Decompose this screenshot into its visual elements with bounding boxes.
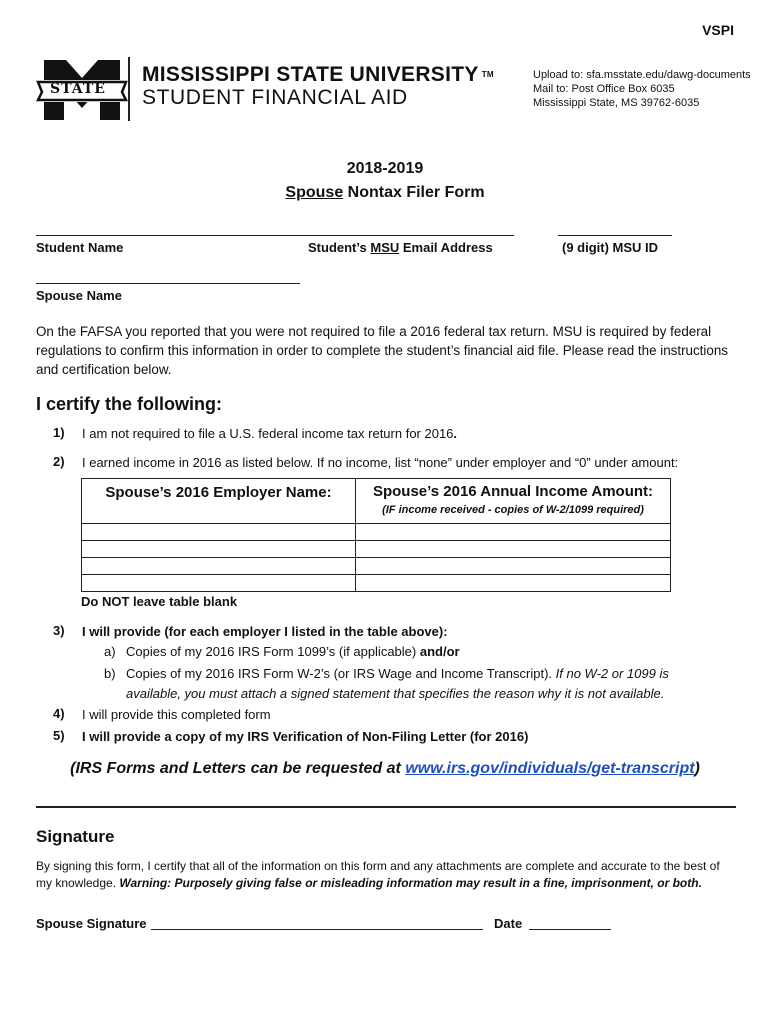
spouse-signature-label: Spouse Signature [36, 916, 147, 931]
employer-cell[interactable] [82, 541, 356, 558]
signature-heading: Signature [36, 827, 115, 846]
item-3b-italic-1: If no W-2 or 1099 is [555, 666, 669, 681]
income-cell[interactable] [356, 524, 671, 541]
table-row [82, 541, 671, 558]
table-row [82, 524, 671, 541]
item-3a-andor: and/or [419, 644, 460, 659]
university-text: MISSISSIPPI STATE UNIVERSITY [142, 63, 479, 86]
email-label-msu: MSU [370, 240, 400, 255]
item-3b-label: b) [104, 666, 116, 681]
employer-cell[interactable] [82, 575, 356, 592]
item-3b-italic-2: available, you must attach a signed statement that specifies the reason why it is not available. [126, 686, 665, 701]
date-line[interactable] [529, 929, 611, 930]
item-3a-body: Copies of my 2016 IRS Form 1099’s (if applicable) [126, 644, 420, 659]
irs-request-note [0, 760, 770, 778]
logo-state-text: STATE [50, 81, 106, 97]
msu-id-label: (9 digit) MSU ID [562, 240, 659, 255]
signature-warning: Warning: Purposely giving false or misleading information may result in a fine, imprisonment, or both. [119, 876, 702, 890]
item-1-number: 1) [53, 425, 65, 440]
certify-heading: I certify the following: [36, 394, 223, 414]
item-2-number: 2) [53, 454, 65, 469]
item-3b-body: Copies of my 2016 IRS Form W-2’s (or IRS Wage and Income Transcript). [126, 666, 556, 681]
spouse-signature-line[interactable] [151, 929, 483, 930]
section-divider [36, 806, 736, 808]
mailing-address [533, 68, 751, 110]
item-1-body: I am not required to file a U.S. federal income tax return for 2016 [82, 426, 454, 441]
table-header-row [82, 479, 671, 524]
item-4-text: I will provide this completed form [82, 707, 271, 722]
university-name [142, 64, 494, 86]
signature-statement [36, 858, 736, 892]
income-cell[interactable] [356, 541, 671, 558]
irs-note-pre: (IRS Forms and Letters can be requested at [70, 760, 406, 777]
logo-divider [128, 57, 130, 121]
email-label-post: Email Address [399, 240, 493, 255]
item-5-number: 5) [53, 728, 65, 743]
item-3a-text [126, 642, 460, 661]
form-title [0, 184, 770, 202]
item-3a-label: a) [104, 644, 116, 659]
signature-statement-body: By signing this form, I certify that all of the information on this form and any attachments are complete and accurate to the best of my knowledge. [36, 859, 720, 890]
income-column-subtitle: (IF income received - copies of W-2/1099 required) [382, 504, 644, 516]
date-label: Date [494, 916, 523, 931]
income-cell[interactable] [356, 575, 671, 592]
irs-transcript-link[interactable]: www.irs.gov/individuals/get-transcript [405, 760, 695, 777]
city-line: Mississippi State, MS 39762-6035 [533, 97, 700, 109]
student-email-line[interactable] [36, 235, 514, 236]
income-column-title: Spouse’s 2016 Annual Income Amount: [372, 483, 654, 500]
income-table [81, 478, 671, 592]
employer-cell[interactable] [82, 558, 356, 575]
item-1-dot: . [453, 426, 458, 441]
form-code: VSPI [702, 22, 734, 38]
upload-line: Upload to: sfa.msstate.edu/dawg-documents [533, 69, 751, 81]
form-year: 2018-2019 [346, 160, 424, 177]
title-rest: Nontax Filer Form [343, 184, 485, 201]
item-3b-text [126, 664, 669, 683]
msu-id-line[interactable] [558, 235, 672, 236]
item-1-text [82, 424, 457, 443]
table-row [82, 558, 671, 575]
spouse-name-label: Spouse Name [36, 288, 122, 303]
table-row [82, 575, 671, 592]
employer-cell[interactable] [82, 524, 356, 541]
item-4-number: 4) [53, 706, 65, 721]
title-spouse: Spouse [285, 184, 344, 201]
intro-paragraph: On the FAFSA you reported that you were not required to file a 2016 federal tax return. MSU is required by federal regulations to confirm this information in order to complete the student’s financial aid file. Please read the instructions and certification below. [36, 324, 728, 377]
mail-line: Mail to: Post Office Box 6035 [533, 83, 675, 95]
msu-logo [36, 58, 128, 122]
department-name: STUDENT FINANCIAL AID [142, 86, 408, 109]
item-3-text: I will provide (for each employer I listed in the table above): [82, 624, 448, 639]
income-column-header [356, 479, 671, 524]
table-note: Do NOT leave table blank [81, 594, 238, 609]
spouse-name-line[interactable] [36, 283, 300, 284]
email-label [308, 240, 493, 255]
student-name-label: Student Name [36, 240, 124, 255]
employer-column-header: Spouse’s 2016 Employer Name: [82, 479, 356, 524]
item-3-number: 3) [53, 623, 65, 638]
item-5-text: I will provide a copy of my IRS Verification of Non-Filing Letter (for 2016) [82, 729, 529, 744]
email-label-pre: Student’s [308, 240, 371, 255]
income-cell[interactable] [356, 558, 671, 575]
trademark: TM [481, 70, 494, 80]
item-2-text: I earned income in 2016 as listed below. If no income, list “none” under employer and “0” under amount: [82, 455, 679, 470]
irs-note-post: ) [694, 760, 700, 777]
